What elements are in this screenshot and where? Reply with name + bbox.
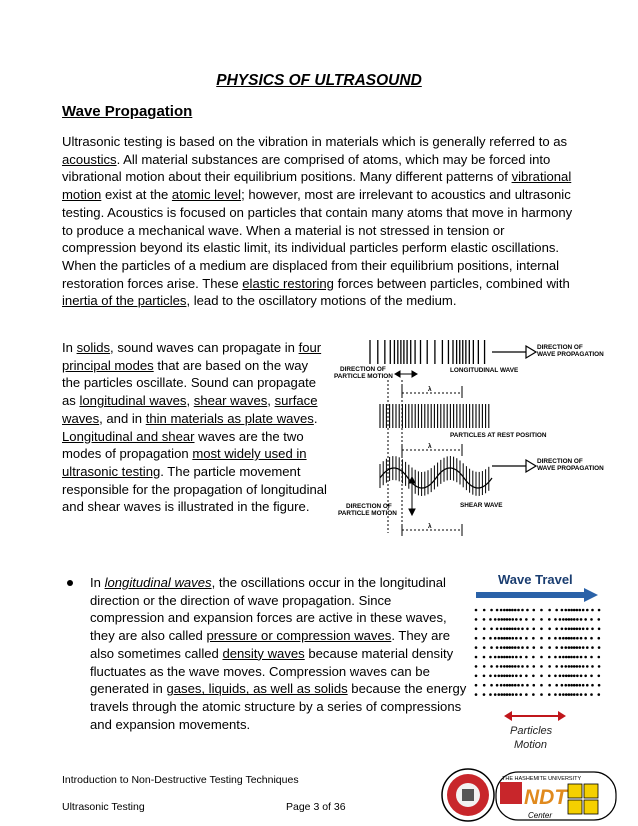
bullet-text: In longitudinal waves, the oscillations occur in the longitudinal direction or the direction of wave propagation. Since compression and expansion forces are active in these waves, they are also called pressure or compression waves. They are also sometimes called density waves because material density fluctuates as the wave moves. Compression waves can be generated in gases, liquids, as well as solids because the energy travels through the atomic structure by a series of compressions and expansion movements. bbox=[90, 575, 467, 732]
svg-text:DIRECTION OF: DIRECTION OF bbox=[537, 458, 583, 465]
svg-text:PARTICLE MOTION: PARTICLE MOTION bbox=[334, 373, 393, 380]
svg-text:NDT: NDT bbox=[524, 786, 568, 809]
link-most-widely-used[interactable]: most widely used in ultrasonic testing bbox=[62, 446, 307, 479]
section-heading: Wave Propagation bbox=[62, 103, 193, 120]
svg-text:WAVE PROPAGATION: WAVE PROPAGATION bbox=[537, 351, 604, 358]
svg-text:LONGITUDINAL WAVE: LONGITUDINAL WAVE bbox=[450, 367, 519, 374]
link-acoustics[interactable]: acoustics bbox=[62, 151, 117, 167]
bullet-dot-icon bbox=[67, 580, 73, 586]
svg-text:Particles: Particles bbox=[510, 725, 553, 737]
svg-text:λ: λ bbox=[428, 386, 432, 393]
link-longitudinal-waves-italic[interactable]: longitudinal waves bbox=[104, 575, 212, 590]
link-plate-waves[interactable]: thin materials as plate waves bbox=[145, 410, 314, 426]
wave-modes-figure bbox=[332, 338, 612, 540]
link-longitudinal-waves[interactable]: longitudinal waves bbox=[79, 393, 187, 409]
link-solids[interactable]: solids bbox=[76, 340, 111, 355]
svg-text:DIRECTION OF: DIRECTION OF bbox=[340, 366, 386, 373]
link-inertia[interactable]: inertia of the particles bbox=[62, 293, 187, 309]
svg-text:λ: λ bbox=[428, 523, 432, 530]
svg-text:PARTICLES AT REST POSITION: PARTICLES AT REST POSITION bbox=[450, 432, 547, 439]
link-four-modes[interactable]: four principal modes bbox=[62, 340, 322, 373]
page-title: PHYSICS OF ULTRASOUND bbox=[216, 72, 422, 89]
link-gases-liquids-solids[interactable]: gases, liquids, as well as solids bbox=[166, 681, 348, 697]
shear-particles bbox=[380, 456, 489, 496]
svg-text:PARTICLE MOTION: PARTICLE MOTION bbox=[338, 510, 397, 517]
link-atomic-level[interactable]: atomic level bbox=[171, 187, 242, 203]
link-elastic-restoring[interactable]: elastic restoring bbox=[242, 275, 334, 291]
longitudinal-particles bbox=[370, 340, 485, 364]
svg-text:SHEAR WAVE: SHEAR WAVE bbox=[460, 502, 503, 509]
footer-topic: Ultrasonic Testing bbox=[62, 801, 145, 813]
wave-travel-figure bbox=[468, 570, 610, 754]
link-shear-waves[interactable]: shear waves bbox=[193, 393, 268, 409]
modes-paragraph: In solids, sound waves can propagate in four principal modes that are based on the way the particles oscillate. Sound can propagate as longitudinal waves, shear waves, surface waves, and in thin materials as plate waves. Longitudinal and shear waves are the two modes of propagation most widely used in ultrasonic testing. The particle movement responsible for the propagation of longitudinal and shear waves is illustrated in the figure. bbox=[62, 340, 327, 515]
wave-travel-arrow bbox=[476, 588, 598, 602]
svg-text:WAVE PROPAGATION: WAVE PROPAGATION bbox=[537, 465, 604, 472]
link-density-waves[interactable]: density waves bbox=[222, 645, 305, 661]
svg-text:DIRECTION OF: DIRECTION OF bbox=[346, 503, 392, 510]
particle-dot-grid bbox=[475, 609, 601, 696]
propagation-arrow-2 bbox=[492, 460, 536, 472]
svg-text:Wave Travel: Wave Travel bbox=[498, 572, 573, 587]
link-pressure-waves[interactable]: pressure or compression waves bbox=[206, 628, 392, 644]
svg-text:THE HASHEMITE UNIVERSITY: THE HASHEMITE UNIVERSITY bbox=[502, 776, 582, 782]
page-number: Page 3 of 36 bbox=[286, 801, 346, 813]
link-surface-waves[interactable]: surface waves bbox=[62, 393, 318, 426]
svg-text:Center: Center bbox=[528, 811, 553, 820]
shear-envelope bbox=[380, 468, 492, 488]
rest-particles bbox=[380, 404, 489, 428]
footer-course: Introduction to Non-Destructive Testing Techniques bbox=[62, 774, 299, 786]
svg-text:Motion: Motion bbox=[514, 739, 548, 751]
intro-paragraph: Ultrasonic testing is based on the vibration in materials which is generally referred to as acoustics. All material substances are comprised of atoms, which may be forced into vibrational motion about their equilibrium positions. Many different patterns of vibrational motion exist at the atomic level; however, most are irrelevant to acoustics and ultrasonic testing. Acoustics is focused on particles that contain many atoms that move in harmony to produce a mechanical wave. When a material is not stressed in tension or compression beyond its elastic limit, its individual particles perform elastic oscillations. When the particles of a medium are displaced from their equilibrium positions, internal restoration forces arise. These elastic restoring forces between particles, combined with inertia of the particles, lead to the oscillatory motions of the medium. bbox=[62, 134, 573, 309]
svg-text:DIRECTION OF: DIRECTION OF bbox=[537, 344, 583, 351]
svg-text:λ: λ bbox=[428, 443, 432, 450]
ndt-center-logo bbox=[440, 762, 620, 824]
link-longitudinal-shear[interactable]: Longitudinal and shear bbox=[62, 428, 195, 444]
propagation-arrow-1 bbox=[492, 346, 536, 358]
particles-motion-arrow bbox=[504, 711, 566, 721]
link-vibrational-motion[interactable]: vibrational motion bbox=[62, 169, 572, 203]
